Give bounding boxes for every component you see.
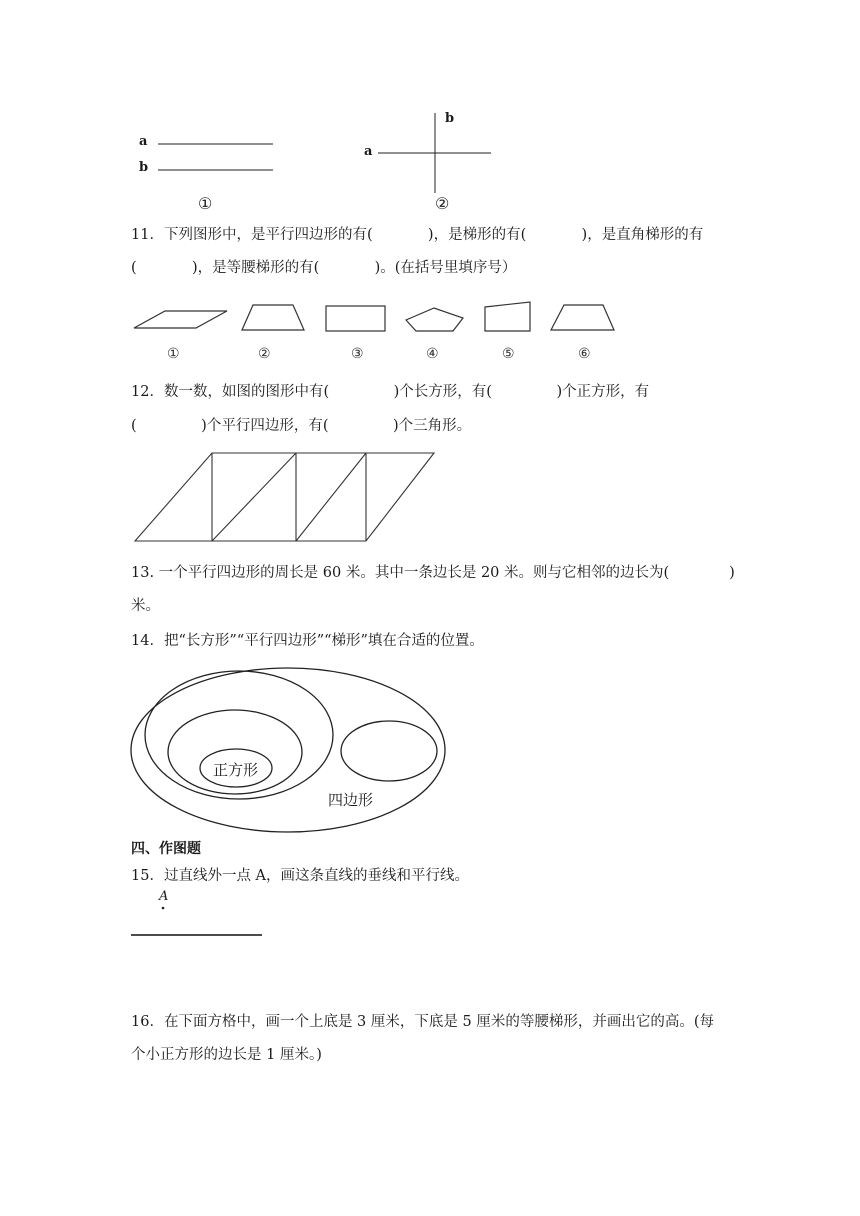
section-title: 四、作图题 <box>131 841 201 857</box>
venn-separate-ellipse <box>341 721 437 781</box>
q11-shape-number-3: ③ <box>351 346 364 362</box>
q11-shape-1-parallelogram <box>134 311 227 328</box>
fig2-number: ② <box>435 194 450 213</box>
q15-text: 15．过直线外一点 A，画这条直线的垂线和平行线。 <box>131 868 470 884</box>
q11-shape-number-5: ⑤ <box>502 346 515 362</box>
venn-quadrilateral-label: 四边形 <box>328 791 374 809</box>
q16-line1: 16．在下面方格中，画一个上底是 3 厘米，下底是 5 厘米的等腰梯形，并画出它的高。(每 <box>131 1014 714 1030</box>
fig1-label-b: b <box>139 160 149 175</box>
q11-shape-4-pentagon <box>406 308 463 331</box>
q12-line2: ( )个平行四边形，有( )个三角形。 <box>131 418 472 434</box>
venn-level3-ellipse <box>168 710 302 794</box>
q14-text: 14．把“长方形”“平行四边形”“梯形”填在合适的位置。 <box>131 633 484 649</box>
q11-shape-6-trapezoid <box>551 305 614 330</box>
fig2-label-a: a <box>364 144 373 159</box>
q11-line2: ( )，是等腰梯形的有( )。(在括号里填序号） <box>131 260 517 276</box>
q11-shape-number-1: ① <box>167 346 180 362</box>
fig2-label-b: b <box>445 111 455 126</box>
q11-shape-number-2: ② <box>258 346 271 362</box>
q15-point-a-dot <box>162 907 165 910</box>
venn-square-label: 正方形 <box>213 761 259 779</box>
q11-line1: 11．下列图形中，是平行四边形的有( )，是梯形的有( )，是直角梯形的有 <box>131 227 704 243</box>
fig1-number: ① <box>198 194 213 213</box>
fig1-label-a: a <box>139 134 148 149</box>
q11-shape-2-isosceles-trapezoid <box>242 305 304 330</box>
q16-line2: 个小正方形的边长是 1 厘米。) <box>131 1047 322 1063</box>
q11-shape-3-rectangle <box>326 306 385 331</box>
q11-shape-number-6: ⑥ <box>578 346 591 362</box>
q13-line2: 米。 <box>131 598 160 614</box>
q14-venn-diagram <box>131 668 445 832</box>
q11-shape-5-quadrilateral <box>485 302 530 331</box>
q12-line1: 12．数一数，如图的图形中有( )个长方形，有( )个正方形，有 <box>131 384 650 400</box>
q13-line1: 13. 一个平行四边形的周长是 60 米。其中一条边长是 20 米。则与它相邻的边长为( ) <box>131 565 735 581</box>
venn-quadrilateral-ellipse <box>131 668 445 832</box>
q15-point-a-label: A <box>159 889 169 904</box>
q12-composite-figure <box>135 453 434 541</box>
q11-shape-number-4: ④ <box>426 346 439 362</box>
